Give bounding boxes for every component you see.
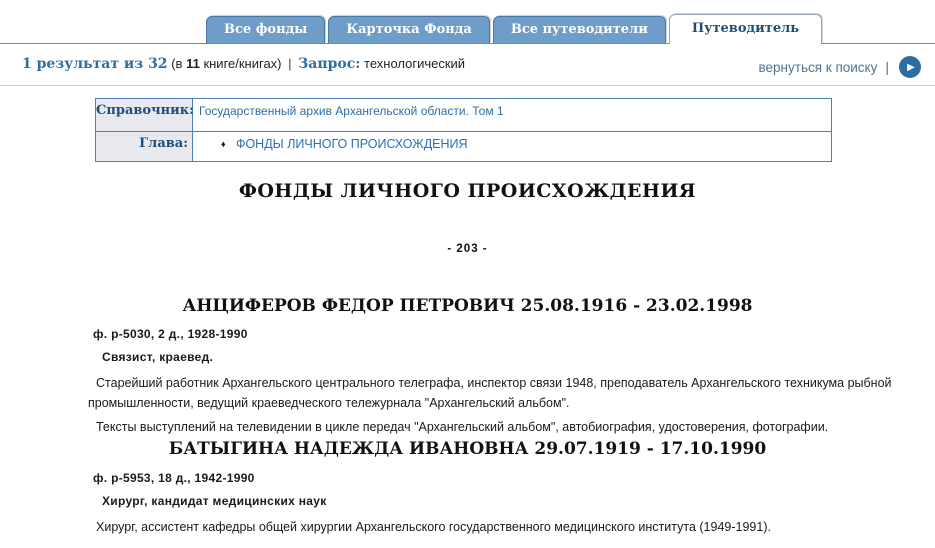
- tab-fund-card[interactable]: Карточка Фонда: [328, 16, 490, 43]
- tab-guide-active[interactable]: Путеводитель: [669, 14, 822, 44]
- entry-paragraph: Хирург, ассистент кафедры общей хирургии Архангельского государственного медицинского института (1949-1991).: [96, 520, 771, 534]
- results-bar: [0, 44, 935, 86]
- books-open: (в: [171, 56, 183, 71]
- tab-bar: [0, 0, 935, 44]
- fond-reference-line: ф. р-5953, 18 д., 1942-1990: [93, 471, 255, 485]
- fond-reference-line: ф. р-5030, 2 д., 1928-1990: [93, 327, 248, 341]
- reference-book-link[interactable]: Государственный архив Архангельской области. Том 1: [199, 104, 504, 118]
- books-text: книге/книгах): [203, 56, 282, 71]
- entry-body: [0, 471, 935, 537]
- reference-label: Справочник:: [96, 99, 193, 132]
- back-separator: |: [885, 59, 889, 75]
- back-to-search-link[interactable]: вернуться к поиску: [758, 59, 878, 75]
- results-summary: [22, 56, 465, 72]
- arrow-right-icon: ▶: [907, 61, 915, 73]
- chapter-label: Глава:: [96, 132, 193, 162]
- entry-heading: БАТЫГИНА НАДЕЖДА ИВАНОВНА 29.07.1919 - 17.10.1990: [168, 439, 767, 459]
- back-to-search-area: [759, 56, 921, 78]
- tab-all-guides[interactable]: Все путеводители: [493, 16, 666, 43]
- tab-all-funds[interactable]: Все фонды: [206, 16, 325, 43]
- entry-paragraph: Старейший работник Архангельского центрального телеграфа, инспектор связи 1948, преподаватель Архангельского техникума рыбной промышленности, ведущий краеведческого тележурнала "Архангельский альбом".: [88, 376, 892, 410]
- document-title: ФОНДЫ ЛИЧНОГО ПРОИСХОЖДЕНИЯ: [238, 180, 697, 202]
- profession-line: Хирург, кандидат медицинских наук: [102, 494, 327, 508]
- reference-table: [95, 98, 832, 162]
- reference-value-cell: [193, 99, 832, 132]
- result-count: 1 результат из 32: [22, 56, 168, 72]
- page-number: - 203 -: [447, 243, 488, 255]
- query-value: технологический: [364, 56, 466, 71]
- chapter-value-cell: [193, 132, 832, 162]
- separator: |: [288, 56, 292, 71]
- entry-heading: АНЦИФЕРОВ ФЕДОР ПЕТРОВИЧ 25.08.1916 - 23.02.1998: [182, 296, 753, 316]
- forward-button[interactable]: [899, 56, 921, 78]
- entry-paragraph: Тексты выступлений на телевидении в цикле передач "Архангельский альбом", автобиография, удостоверения, фотографии.: [96, 420, 829, 434]
- table-row: [96, 132, 832, 162]
- query-label: Запрос:: [298, 56, 361, 72]
- entry-body: [0, 327, 935, 437]
- profession-line: Связист, краевед.: [102, 350, 214, 364]
- diamond-bullet-icon: ♦: [221, 139, 226, 149]
- table-row: [96, 99, 832, 132]
- chapter-link[interactable]: ФОНДЫ ЛИЧНОГО ПРОИСХОЖДЕНИЯ: [235, 137, 468, 151]
- books-count: 11: [186, 56, 200, 71]
